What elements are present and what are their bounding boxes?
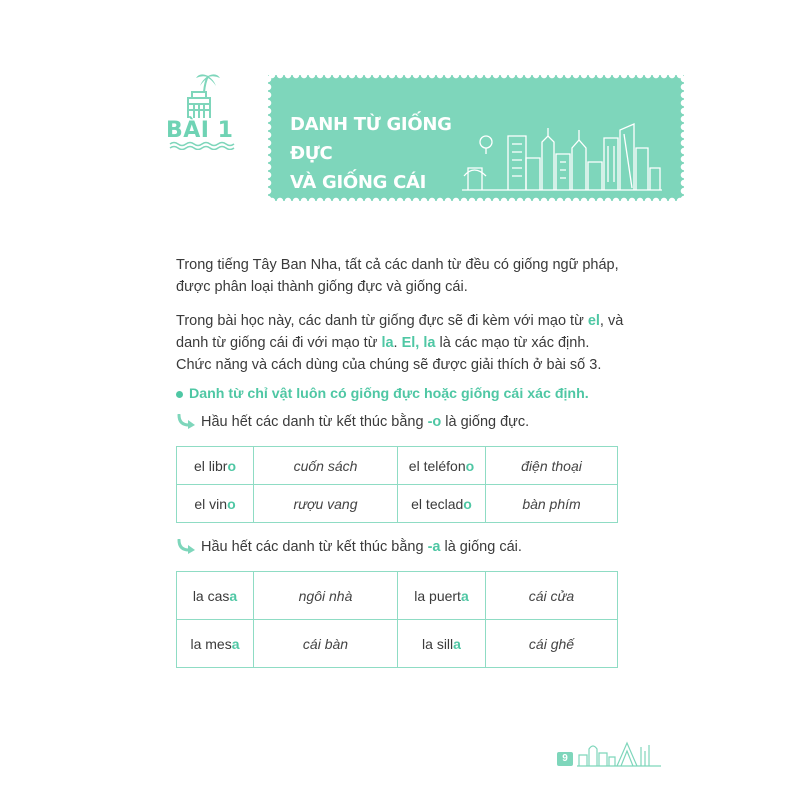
page-number: 9	[557, 752, 573, 766]
page-title	[290, 110, 490, 197]
rule-text: là giống đực.	[441, 414, 530, 430]
spanish-word: el teléfono	[398, 447, 486, 485]
vietnamese-meaning: cuốn sách	[254, 447, 398, 485]
title-line-1: DANH TỪ GIỐNG ĐỰC	[290, 114, 452, 164]
spanish-word: la puerta	[398, 572, 486, 620]
article-la: la	[381, 335, 394, 351]
vietnamese-meaning: cái bàn	[254, 620, 398, 668]
masculine-rule	[176, 414, 529, 430]
spanish-word: el libro	[177, 447, 254, 485]
bullet-heading	[176, 386, 636, 402]
feminine-rule	[176, 539, 522, 555]
spanish-word: la mesa	[177, 620, 254, 668]
bullet-text: Danh từ chỉ vật luôn có giống đực hoặc giống cái xác định.	[189, 386, 589, 402]
bullet-dot-icon	[176, 391, 183, 398]
masculine-table	[176, 446, 618, 523]
spanish-word: el teclado	[398, 485, 486, 523]
curved-arrow-icon	[176, 414, 198, 430]
palm-tower-icon	[174, 72, 224, 120]
text-segment: là các mạo từ xác định. Chức năng và cách dùng của chúng sẽ được giải thích ở bài số 3.	[176, 335, 602, 373]
articles-el-la: El, la	[401, 335, 436, 351]
text-segment: Trong bài học này, các danh từ giống đực sẽ đi kèm với mạo từ	[176, 313, 588, 329]
title-line-2: VÀ GIỐNG CÁI	[290, 172, 427, 193]
intro-paragraph-1: Trong tiếng Tây Ban Nha, tất cả các danh từ đều có giống ngữ pháp, được phân loại thành giống đực và giống cái.	[176, 257, 619, 295]
rule-text: Hầu hết các danh từ kết thúc bằng	[201, 539, 428, 555]
wave-decoration	[168, 140, 238, 150]
table-row	[177, 620, 618, 668]
rule-text: Hầu hết các danh từ kết thúc bằng	[201, 414, 428, 430]
city-skyline-icon	[462, 118, 662, 194]
suffix-a: -a	[427, 539, 441, 555]
table-row	[177, 572, 618, 620]
rule-text: là giống cái.	[440, 539, 522, 555]
vietnamese-meaning: bàn phím	[486, 485, 618, 523]
spanish-word: la silla	[398, 620, 486, 668]
lesson-label: BÀI 1	[166, 118, 234, 143]
article-el: el	[587, 313, 600, 329]
vietnamese-meaning: điện thoại	[486, 447, 618, 485]
vietnamese-meaning: ngôi nhà	[254, 572, 398, 620]
vietnamese-meaning: rượu vang	[254, 485, 398, 523]
feminine-table	[176, 571, 618, 668]
vietnamese-meaning: cái cửa	[486, 572, 618, 620]
text-segment: , và danh từ giống cái đi với mạo từ	[176, 313, 624, 351]
table-row	[177, 447, 618, 485]
suffix-o: -o	[427, 414, 442, 430]
curved-arrow-icon	[176, 539, 198, 555]
spanish-word: la casa	[177, 572, 254, 620]
spanish-word: el vino	[177, 485, 254, 523]
intro-paragraph-2	[176, 310, 626, 376]
table-row	[177, 485, 618, 523]
text-segment: .	[393, 335, 402, 351]
vietnamese-meaning: cái ghế	[486, 620, 618, 668]
